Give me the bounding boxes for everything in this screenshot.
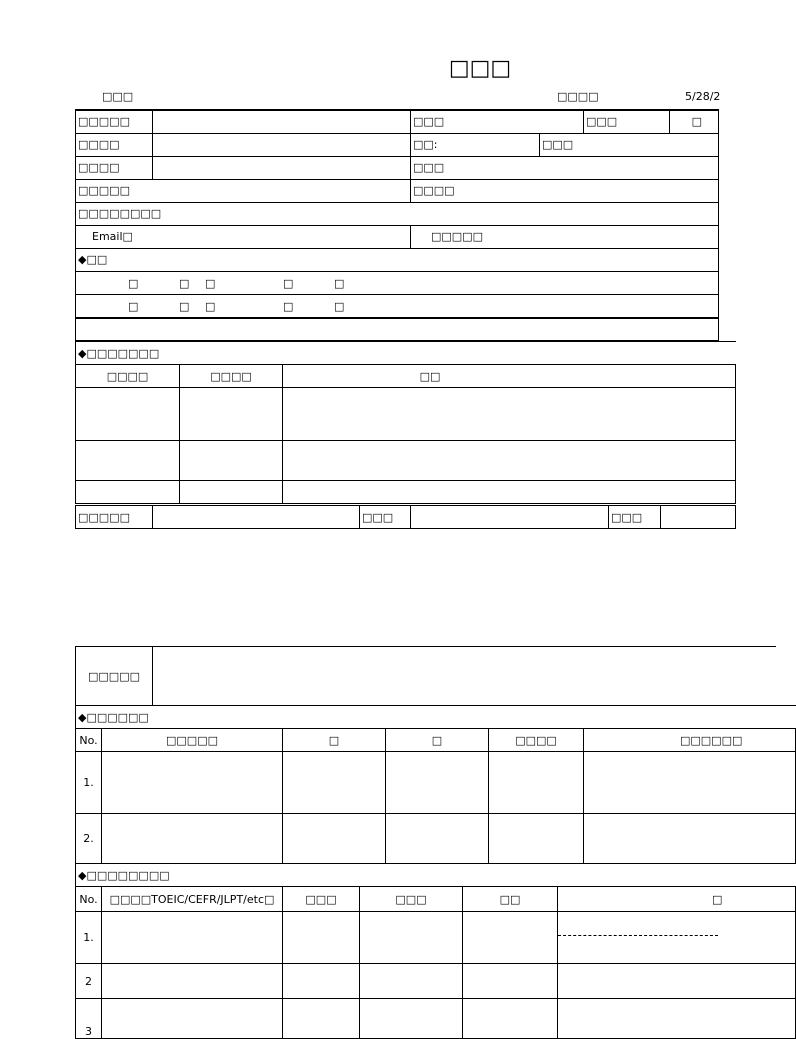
row-number: 3 (76, 999, 102, 1039)
qualification-table (75, 705, 796, 864)
table-cell[interactable] (283, 814, 386, 864)
date-value: 5/28/2 (685, 90, 721, 103)
table-cell[interactable] (76, 388, 180, 441)
field-label: □□□ (411, 110, 584, 133)
field-label: □□□□ (76, 133, 153, 156)
experience-section-header: ◆□□□□□□□ (76, 342, 736, 365)
table-cell[interactable] (360, 999, 463, 1039)
column-header: □□□□ (180, 365, 283, 388)
email-label: Email□ (76, 225, 411, 248)
field-label: □□□□□ (76, 179, 411, 202)
table-cell[interactable] (558, 912, 796, 964)
field-label: □□□□□□□□ (76, 202, 719, 225)
table-cell[interactable] (102, 814, 283, 864)
table-cell[interactable] (102, 912, 283, 964)
history-note-box[interactable] (75, 318, 719, 342)
table-cell[interactable] (283, 964, 360, 999)
column-header: No. (76, 729, 102, 752)
table-cell[interactable] (386, 752, 489, 814)
column-header: □ (386, 729, 489, 752)
column-header: □□□□□ (102, 729, 283, 752)
language-table (75, 863, 796, 1039)
field-value-input[interactable] (153, 110, 411, 133)
table-cell[interactable] (102, 999, 283, 1039)
history-row[interactable]: □ □ □ □ □ (76, 294, 719, 317)
row-number: 1. (76, 912, 102, 964)
table-cell[interactable] (463, 999, 558, 1039)
table-cell[interactable] (360, 912, 463, 964)
column-header: □ (558, 887, 796, 912)
field-label: □□□ (360, 506, 411, 529)
field-label: □□□ (584, 110, 670, 133)
table-cell[interactable] (386, 814, 489, 864)
table-cell[interactable] (489, 752, 584, 814)
table-cell[interactable] (558, 999, 796, 1039)
column-header: □□□□TOEIC/CEFR/JLPT/etc□ (102, 887, 283, 912)
column-header: □□ (283, 365, 736, 388)
box-value-input[interactable] (153, 647, 776, 706)
header-left-label: □□□ (102, 90, 134, 103)
box-table (75, 646, 776, 706)
experience-table (75, 341, 736, 504)
history-section-header: ◆□□ (76, 248, 719, 271)
table-cell[interactable] (584, 814, 796, 864)
table-cell[interactable] (463, 964, 558, 999)
qualification-section-header: ◆□□□□□□ (76, 706, 796, 729)
column-header: □□ (463, 887, 558, 912)
row-number: 2 (76, 964, 102, 999)
table-cell[interactable] (180, 441, 283, 481)
dashed-divider (558, 935, 718, 936)
table-cell[interactable] (283, 388, 736, 441)
box-label: □□□□□ (76, 647, 153, 706)
page-title: □□□ (448, 56, 512, 81)
field-label: □ (670, 110, 719, 133)
table-cell[interactable] (558, 964, 796, 999)
column-header: No. (76, 887, 102, 912)
column-header: □□□□ (76, 365, 180, 388)
column-header: □□□ (283, 887, 360, 912)
field-label: □□: (411, 133, 540, 156)
field-label: □□□□ (411, 179, 719, 202)
experience-footer-table (75, 505, 736, 529)
field-label: □□□ (411, 156, 719, 179)
column-header: □□□ (360, 887, 463, 912)
field-label: □□□□□ (76, 110, 153, 133)
field-value-input[interactable] (411, 506, 609, 529)
table-cell[interactable] (283, 481, 736, 504)
date-label: □□□□ (557, 90, 599, 103)
table-cell[interactable] (584, 752, 796, 814)
table-cell[interactable] (76, 441, 180, 481)
table-cell[interactable] (489, 814, 584, 864)
field-label: □□□ (540, 133, 719, 156)
column-header: □ (283, 729, 386, 752)
personal-info-table (75, 109, 719, 341)
language-section-header: ◆□□□□□□□□ (76, 864, 796, 887)
history-row[interactable]: □ □ □ □ □ (76, 271, 719, 294)
table-cell[interactable] (360, 964, 463, 999)
table-cell[interactable] (463, 912, 558, 964)
row-number: 2. (76, 814, 102, 864)
field-label: □□□□□ (76, 506, 153, 529)
field-label: □□□□□ (411, 225, 719, 248)
field-value-input[interactable] (153, 133, 411, 156)
row-number: 1. (76, 752, 102, 814)
field-label: □□□□ (76, 156, 153, 179)
table-cell[interactable] (283, 999, 360, 1039)
table-cell[interactable] (283, 441, 736, 481)
table-cell[interactable] (180, 481, 283, 504)
column-header: □□□□ (489, 729, 584, 752)
field-value-input[interactable] (661, 506, 736, 529)
column-header: □□□□□□ (584, 729, 796, 752)
table-cell[interactable] (283, 912, 360, 964)
table-cell[interactable] (283, 752, 386, 814)
table-cell[interactable] (180, 388, 283, 441)
field-value-input[interactable] (153, 506, 360, 529)
table-cell[interactable] (102, 752, 283, 814)
table-cell[interactable] (76, 481, 180, 504)
field-value-input[interactable] (153, 156, 411, 179)
field-label: □□□ (609, 506, 661, 529)
table-cell[interactable] (102, 964, 283, 999)
